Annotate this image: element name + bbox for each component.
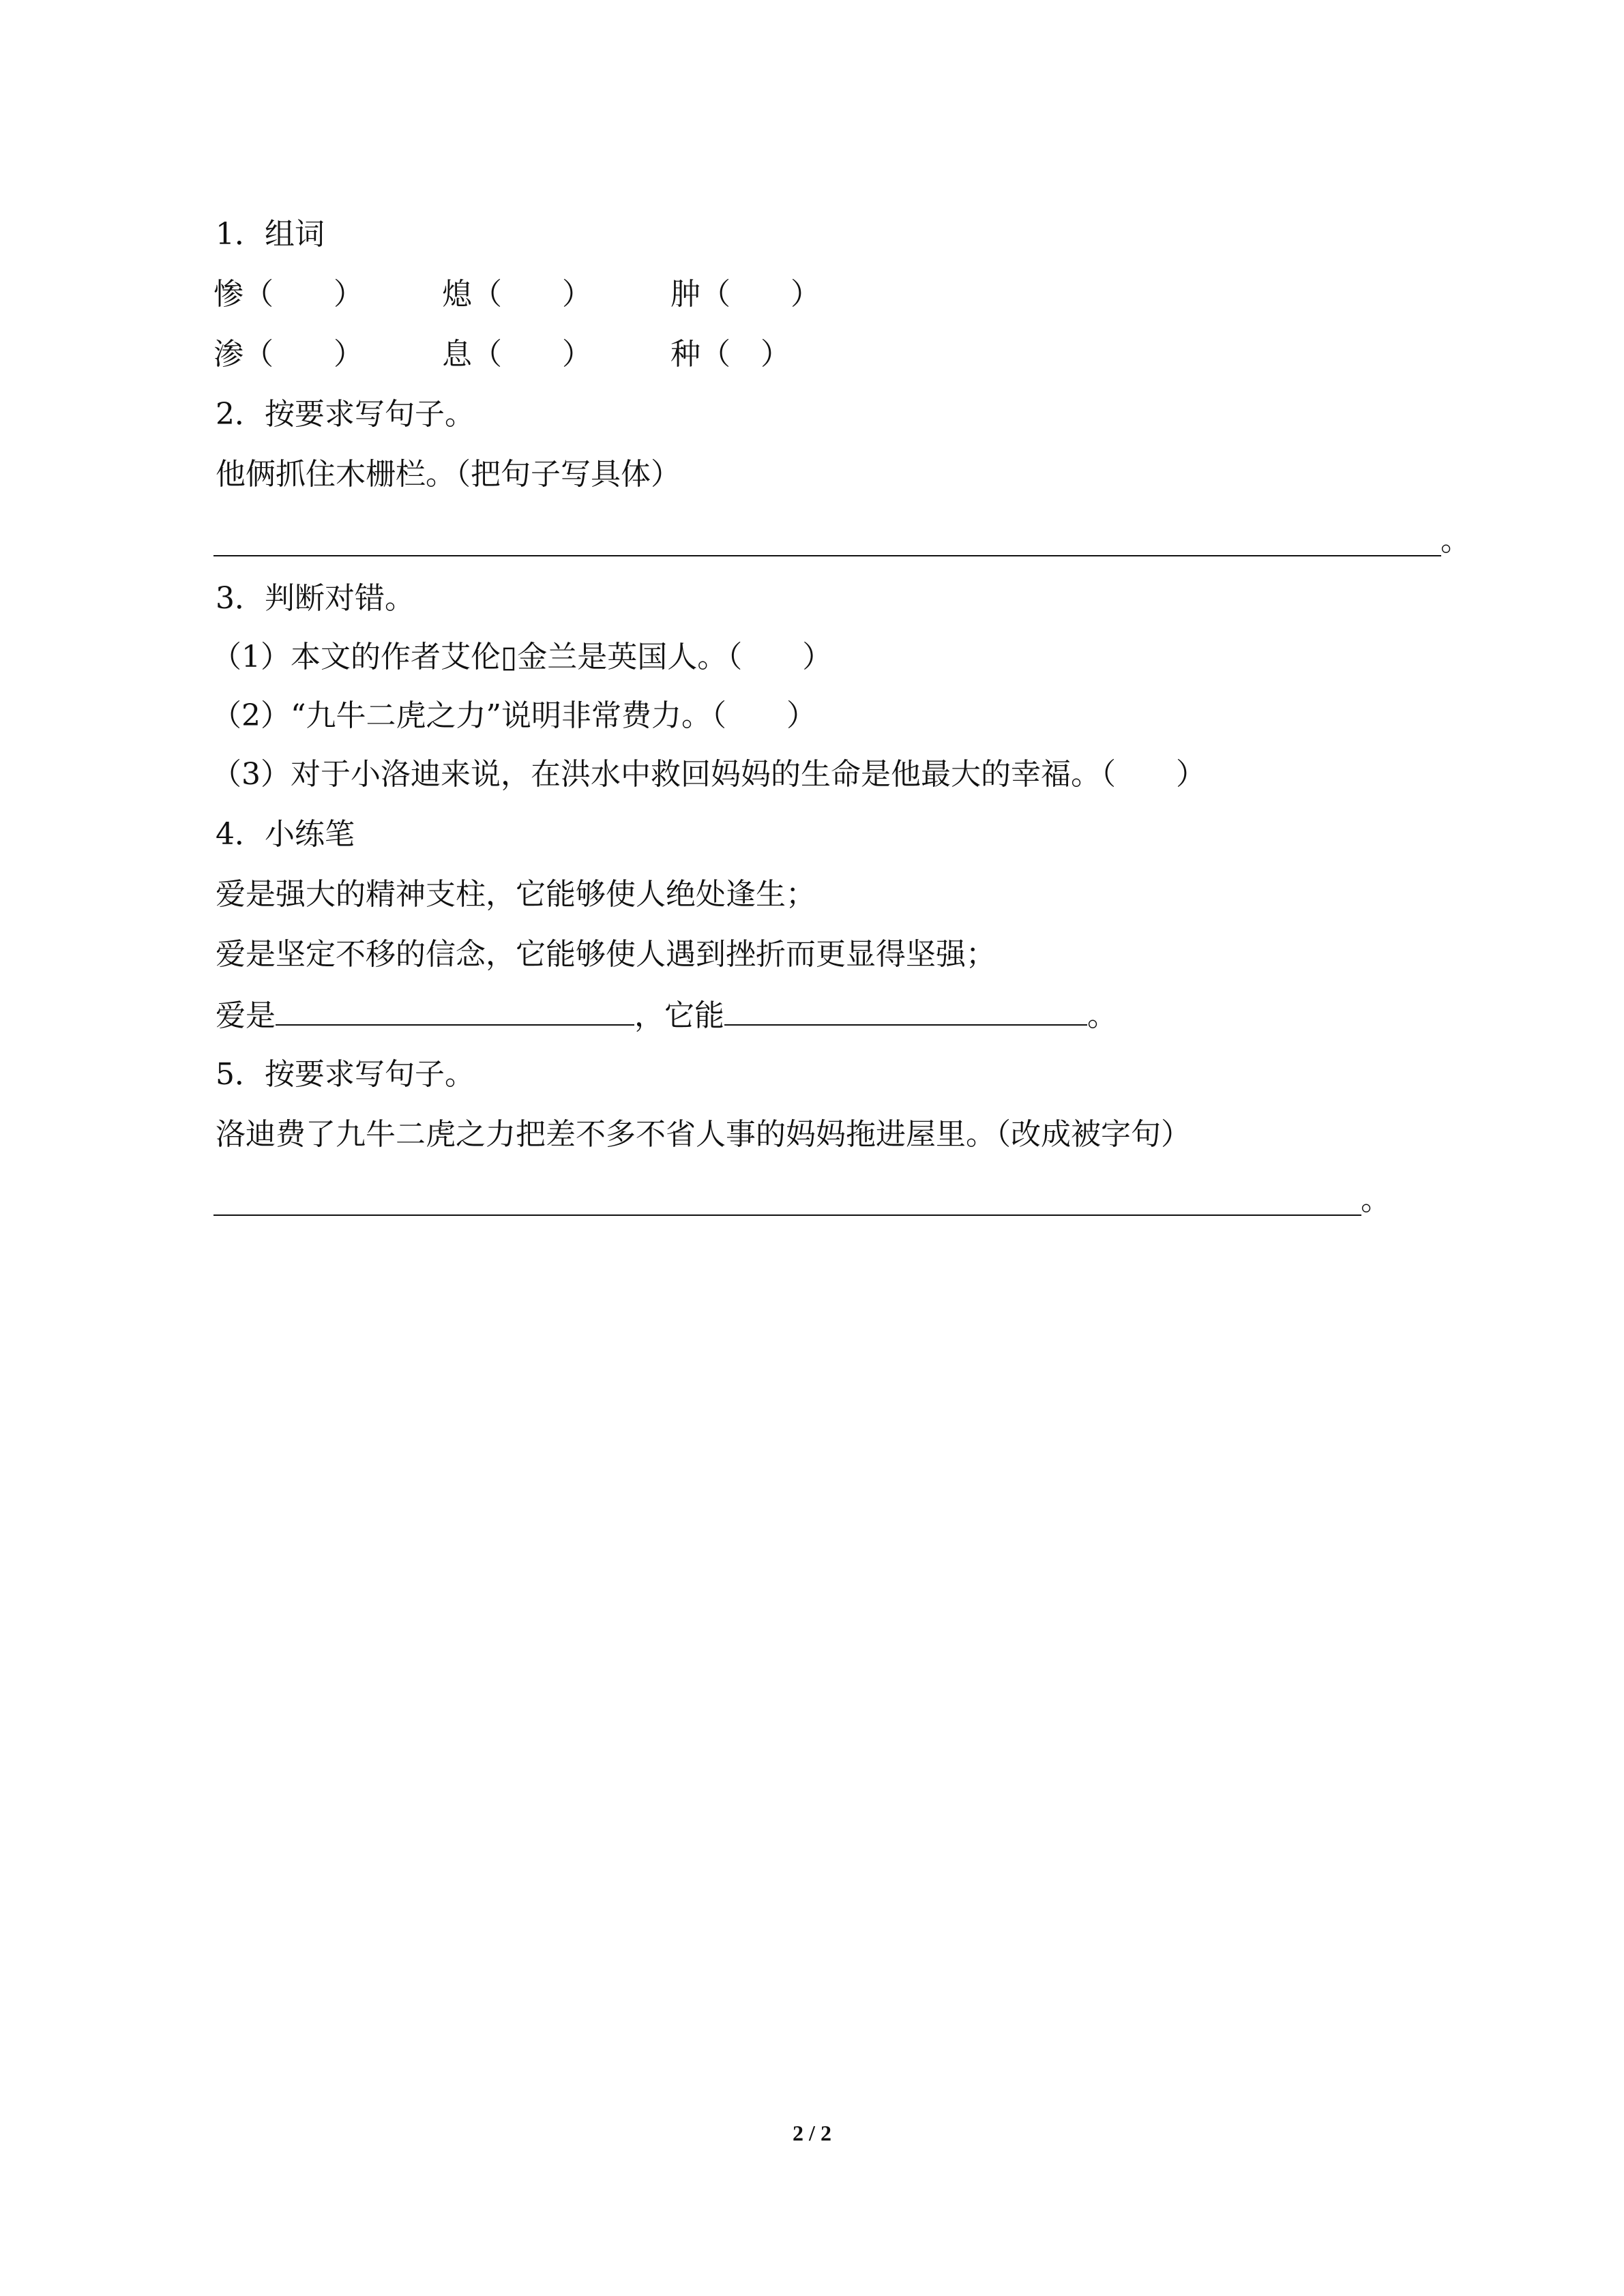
q3-item-1: （1）本文的作者艾伦▯金兰是英国人。（ ）: [211, 640, 833, 674]
q1-word-xi: 熄（ ）: [442, 277, 592, 312]
q1-word-can: 惨（ ）: [213, 277, 364, 312]
q2-prompt: 他俩抓住木栅栏。（把句子写具体）: [216, 457, 681, 492]
q5-answer-line[interactable]: [213, 1214, 1361, 1216]
q4-line-2: 爱是坚定不移的信念，它能够使人遇到挫折而更显得坚强；: [216, 937, 996, 972]
q1-word-zhong2: 种（ ）: [670, 337, 791, 372]
page-number: 2 / 2: [793, 2121, 831, 2145]
q4-line-1: 爱是强大的精神支柱，它能够使人绝处逢生；: [216, 877, 816, 912]
q4-title: 4．小练笔: [216, 817, 355, 852]
q1-word-zhong: 肿（ ）: [670, 277, 821, 312]
q4-fill-end: 。: [1087, 998, 1117, 1033]
q4-blank-2[interactable]: [724, 994, 1087, 1026]
q1-word-xi2: 息（ ）: [442, 337, 592, 372]
q4-fill-prefix: 爱是: [216, 998, 276, 1033]
q1-title: 1．组词: [216, 217, 325, 252]
q5-period: 。: [1361, 1182, 1391, 1217]
q3-item-2: （2）“九牛二虎之力”说明非常费力。（ ）: [211, 698, 816, 733]
q4-fill-middle: ，它能: [634, 998, 724, 1033]
q1-word-shen: 渗（ ）: [213, 337, 364, 372]
q3-item-3: （3）对于小洛迪来说，在洪水中救回妈妈的生命是他最大的幸福。（ ）: [211, 757, 1206, 792]
q2-period: 。: [1441, 523, 1471, 558]
q2-title: 2．按要求写句子。: [216, 397, 475, 432]
q2-answer-line[interactable]: [213, 555, 1441, 556]
q4-fill-line: [216, 994, 1117, 1037]
q3-title: 3．判断对错。: [216, 581, 415, 616]
q5-prompt: 洛迪费了九牛二虎之力把差不多不省人事的妈妈拖进屋里。（改成被字句）: [216, 1117, 1191, 1152]
q4-blank-1[interactable]: [276, 994, 634, 1026]
q5-title: 5．按要求写句子。: [216, 1057, 475, 1092]
